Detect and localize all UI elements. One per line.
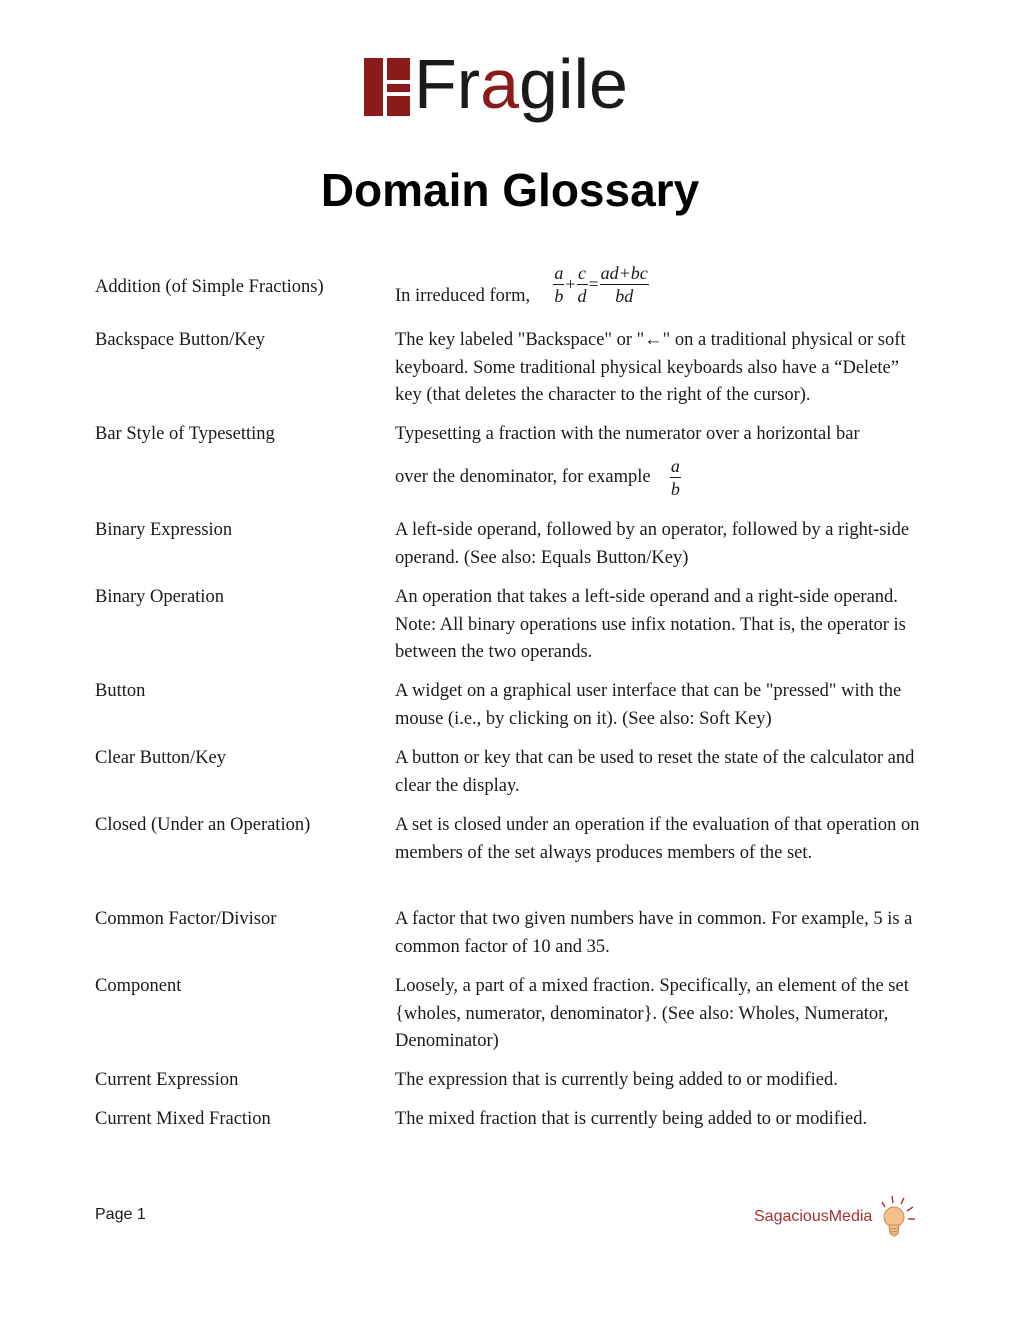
glossary-term: Clear Button/Key [95, 748, 227, 768]
page-title: Domain Glossary [320, 164, 700, 216]
equals-sign: = [588, 273, 599, 294]
glossary-definition: The mixed fraction that is currently being added to or modified. [395, 1109, 868, 1129]
plus-sign: + [565, 273, 576, 294]
fragile-logo-mark-icon [364, 58, 410, 116]
glossary-term: Closed (Under an Operation) [95, 815, 311, 835]
fragile-logo-text [414, 45, 628, 123]
definition-line: Typesetting a fraction with the numerator over a horizontal bar [395, 424, 860, 444]
glossary-definition [395, 421, 930, 500]
glossary-term: Common Factor/Divisor [95, 909, 277, 929]
glossary-entry [95, 263, 935, 318]
fragile-logo [364, 45, 628, 132]
fraction-a-over-b: $\frac{a}{b}$ [554, 263, 564, 306]
glossary-term: Backspace Button/Key [95, 330, 266, 350]
glossary-definition: A factor that two given numbers have in common. For example, 5 is a common factor of 10 and 35. [395, 909, 913, 957]
lightbulb-icon [872, 1192, 916, 1242]
logo-text-accent: a [480, 45, 520, 123]
glossary-definition: Loosely, a part of a mixed fraction. Specifically, an element of the set {wholes, numerator, denominator}. (See also: Wholes, Numerator, Denominator) [395, 976, 909, 1051]
glossary-term: Current Expression [95, 1070, 239, 1090]
glossary-term: Binary Expression [95, 520, 233, 540]
glossary-term: Button [95, 681, 146, 701]
glossary-definition: A left-side operand, followed by an operator, followed by a right-side operand. (See also: Equals Button/Key) [395, 520, 910, 568]
glossary-definition: The key labeled "Backspace" or "←" on a traditional physical or soft keyboard. Some traditional physical keyboards also have a “Delete” key (that deletes the character to the right of the cursor). [395, 330, 906, 405]
fraction-c-over-d: $\frac{c}{d}$ [577, 263, 587, 306]
definition-prefix: In irreduced form, [395, 285, 531, 306]
glossary-definition: A button or key that can be used to reset the state of the calculator and clear the display. [395, 748, 915, 796]
glossary-definition: An operation that takes a left-side operand and a right-side operand. Note: All binary operations use infix notation. That is, the operator is between the two operands. [395, 587, 906, 662]
footer-brand-text: SagaciousMedia [754, 1208, 873, 1225]
glossary-term: Addition (of Simple Fractions) [95, 277, 324, 297]
logo-text-part-2: gile [519, 45, 628, 123]
logo-text-part-1: Fr [414, 45, 481, 123]
page-number: Page 1 [95, 1206, 146, 1223]
addition-formula [553, 262, 648, 307]
glossary-term: Component [95, 976, 182, 996]
glossary-term: Current Mixed Fraction [95, 1109, 271, 1129]
glossary-definition: A widget on a graphical user interface that can be "pressed" with the mouse (i.e., by clicking on it). (See also: Soft Key) [395, 681, 902, 729]
glossary-definition: The expression that is currently being added to or modified. [395, 1070, 838, 1090]
glossary-definition [395, 263, 930, 319]
glossary-definition: A set is closed under an operation if the evaluation of that operation on members of the set always produces members of the set. [395, 815, 920, 863]
fraction-result: $\frac{ad+bc}{bd}$ [600, 263, 648, 306]
sagacious-media-logo [754, 1192, 916, 1242]
definition-line: over the denominator, for example $\frac{a}{b}$ [395, 455, 680, 499]
glossary-term: Binary Operation [95, 587, 224, 607]
glossary-term: Bar Style of Typesetting [95, 424, 275, 444]
example-fraction: $\frac{a}{b}$ [670, 455, 680, 499]
